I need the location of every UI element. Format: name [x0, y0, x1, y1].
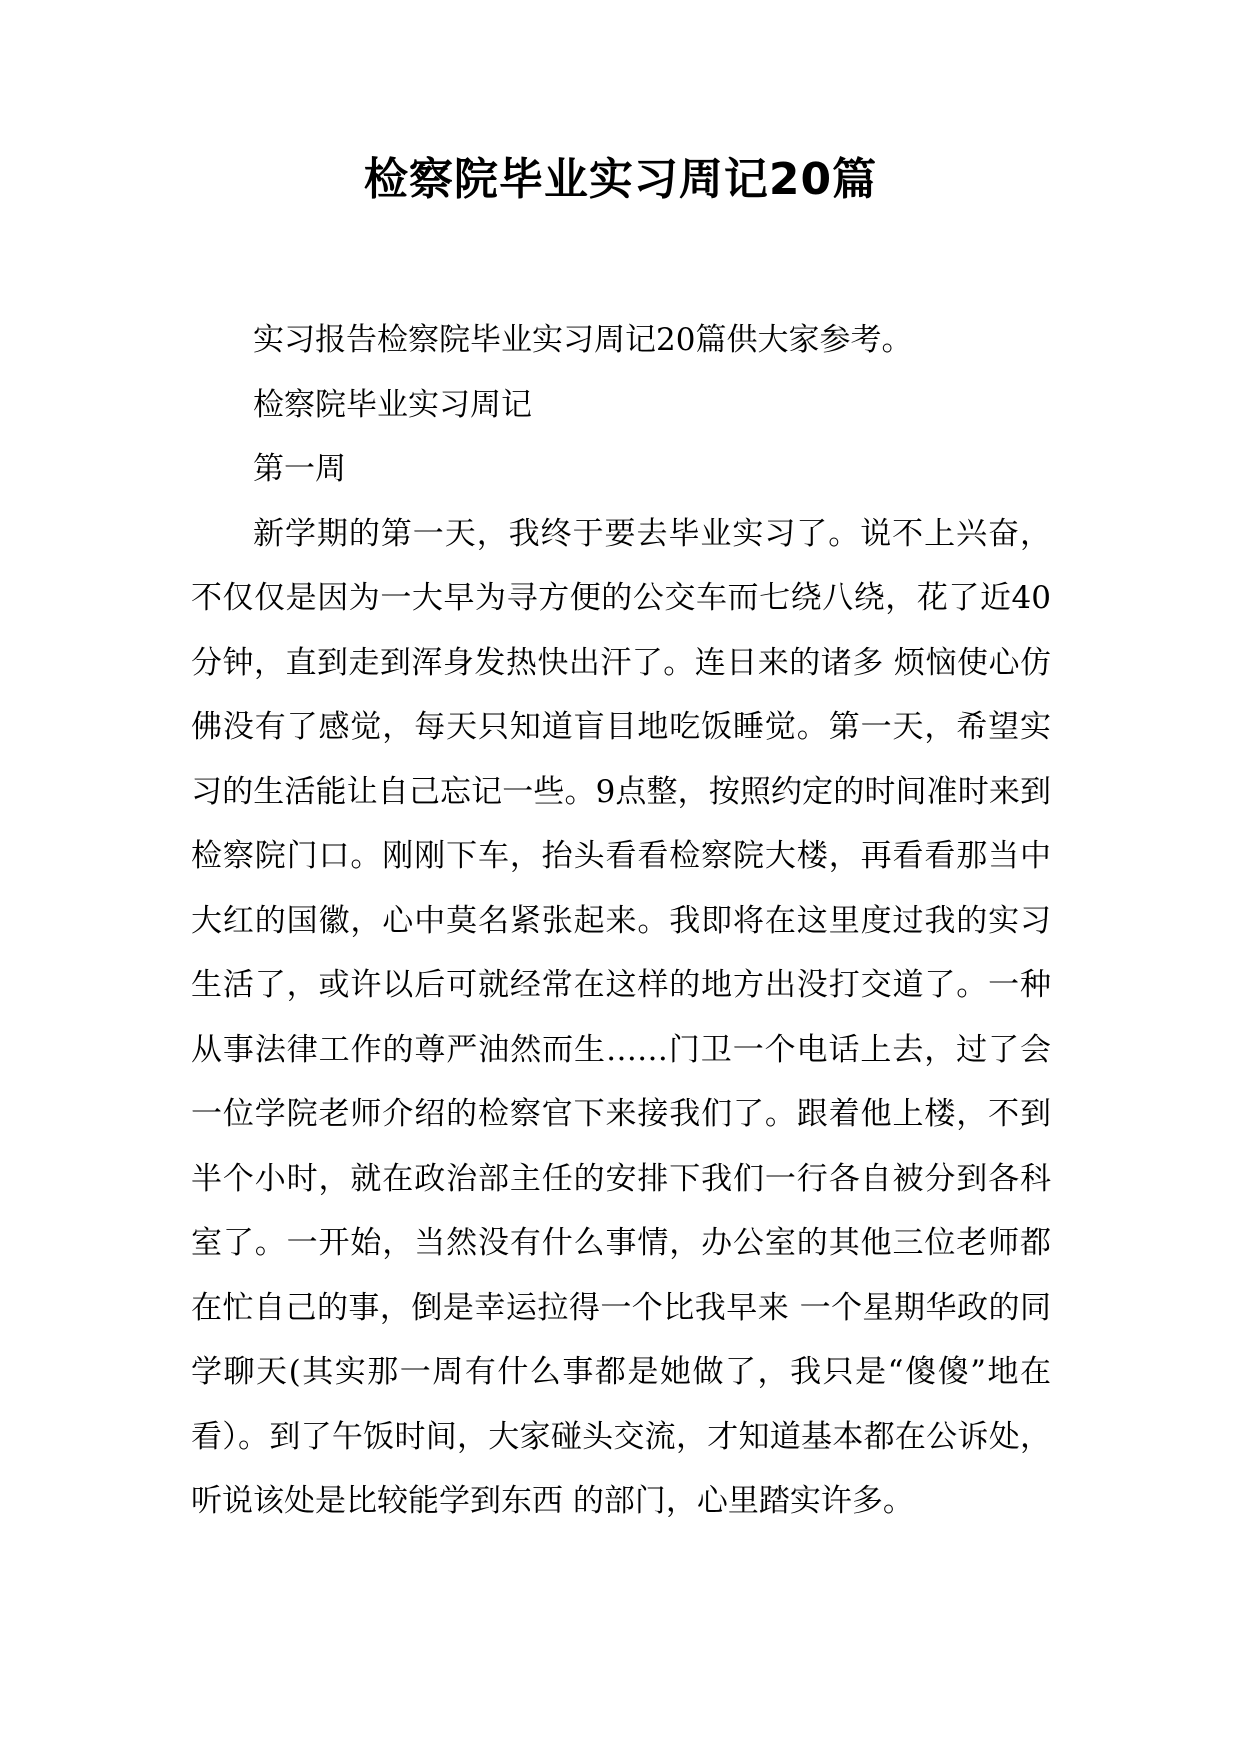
week-heading: 第一周	[253, 451, 346, 487]
intro-paragraph: 实习报告检察院毕业实习周记20篇供大家参考。	[253, 322, 913, 358]
body-paragraph: 新学期的第一天，我终于要去毕业实习了。说不上兴奋，不仅仅是因为一大早为寻方便的公交车而七绕八绕，花了近40分钟，直到走到浑身发热快出汗了。连日来的诸多 烦恼使心仿佛没有了感觉，每天只知道盲目地吃饭睡觉。第一天，希望实习的生活能让自己忘记一些。9点整，按照约定的时间准时来到检察院门口。刚刚下车，抬头看看检察院大楼，再看看那当中大红的国徽，心中莫名紧张起来。我即将在这里度过我的实习生活了，或许以后可就经常在这样的地方出没打交道了。一种从事法律工作的尊严油然而生……门卫一个电话上去，过了会一位学院老师介绍的检察官下来接我们了。跟着他上楼，不到半个小时，就在政治部主任的安排下我们一行各自被分到各科室了。一开始，当然没有什么事情，办公室的其他三位老师都在忙自己的事，倒是幸运拉得一个比我早来 一个星期华政的同学聊天(其实那一周有什么事都是她做了，我只是“傻傻”地在看）。到了午饭时间，大家碰头交流，才知道基本都在公诉处，听说该处是比较能学到东西 的部门，心里踏实许多。	[191, 515, 1051, 1519]
document-body	[191, 308, 1051, 1534]
section-heading: 检察院毕业实习周记	[253, 386, 532, 423]
document-title: 检察院毕业实习周记20篇	[363, 154, 878, 205]
